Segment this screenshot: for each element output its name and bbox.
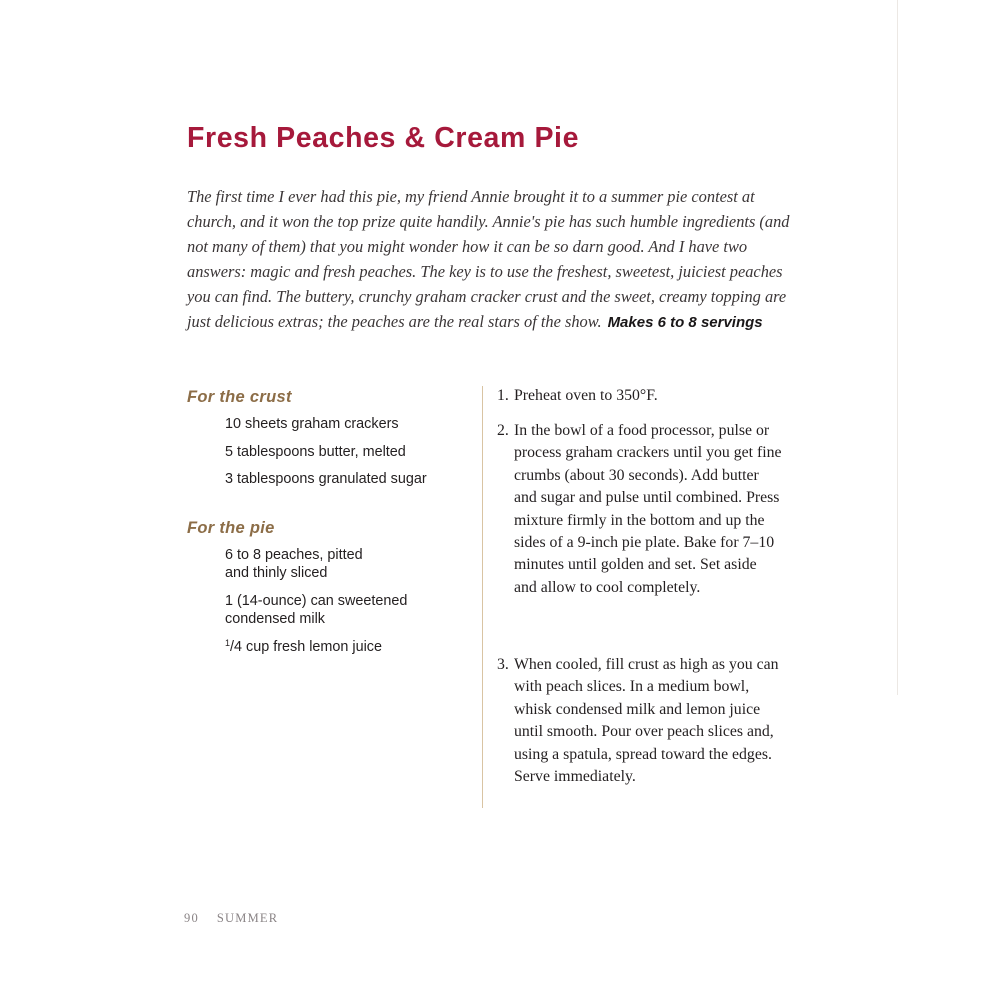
- step-text: In the bowl of a food processor, pulse or process graham crackers until you get fine crumbs (about 30 seconds). Add butter and sugar and pulse until combined. Press mixture firmly in the bottom and up the sides of a 9-inch pie plate. Bake for 7–10 minutes until golden and set. Set aside and allow to cool completely.: [514, 422, 782, 596]
- crust-heading: For the crust: [187, 388, 292, 406]
- lemon-text: /4 cup fresh lemon juice: [230, 639, 382, 655]
- fraction-numerator: 1: [225, 638, 231, 648]
- page-edge-line: [897, 0, 898, 695]
- pie-heading: For the pie: [187, 519, 275, 537]
- ingredient-item: 5 tablespoons butter, melted: [225, 444, 406, 460]
- step-number: 1.: [497, 387, 509, 404]
- intro-text: The first time I ever had this pie, my friend Annie brought it to a summer pie contest at church, and it won the top prize quite handily. Annie's pie has such humble ingredients (and not many of them) that you might wonder how it can be so darn good. And I have two answers: magic and fresh peaches. The key is to use the freshest, sweetest, juiciest peaches you can find. The buttery, crunchy graham cracker crust and the sweet, creamy topping are just delicious extras; the peaches are the real stars of the show.: [187, 187, 790, 331]
- recipe-intro: [187, 184, 802, 335]
- ingredient-item: 10 sheets graham crackers: [225, 416, 399, 432]
- ingredient-lemon: [225, 638, 450, 656]
- step-item: [497, 420, 782, 599]
- step-text: When cooled, fill crust as high as you can with peach slices. In a medium bowl, whisk condensed milk and lemon juice until smooth. Pour over peach slices and, using a spatula, spread toward the edges. Serve immediately.: [514, 656, 779, 786]
- recipe-yield: Makes 6 to 8 servings: [607, 314, 763, 331]
- recipe-title: Fresh Peaches & Cream Pie: [187, 122, 580, 154]
- step-item: [497, 385, 797, 407]
- page-footer: [184, 911, 278, 926]
- step-number: 3.: [497, 656, 509, 673]
- ingredient-item: 3 tablespoons granulated sugar: [225, 471, 427, 487]
- step-item: [497, 654, 787, 788]
- step-number: 2.: [497, 422, 509, 439]
- column-divider: [482, 386, 483, 808]
- step-text: Preheat oven to 350°F.: [514, 387, 658, 404]
- ingredient-item: 6 to 8 peaches, pitted and thinly sliced: [225, 547, 363, 581]
- page-number: 90: [184, 911, 199, 925]
- section-name: SUMMER: [216, 911, 279, 925]
- ingredient-item: 1 (14-ounce) can sweetened condensed milk: [225, 593, 408, 627]
